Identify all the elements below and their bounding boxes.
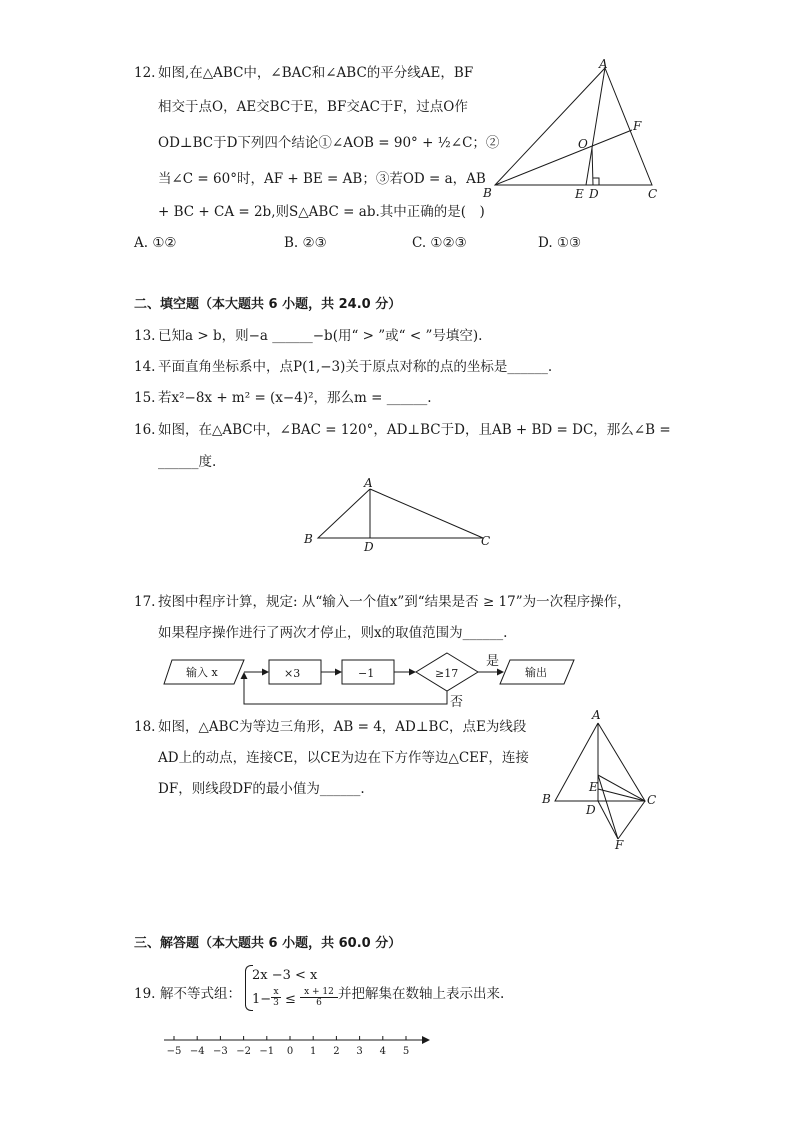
q16-triangle-figure — [300, 475, 500, 555]
number-line — [160, 1030, 435, 1060]
q18-text-3: DF，则线段DF的最小值为______. — [158, 781, 365, 797]
q18-label-d: D — [586, 803, 596, 817]
q12-option-a[interactable]: A. ①② — [134, 235, 177, 251]
q18-label-b: B — [542, 792, 551, 806]
q12-label-c: C — [648, 187, 658, 201]
number-line-tick-label: 3 — [356, 1046, 363, 1057]
number-line-tick-label: 5 — [402, 1046, 410, 1057]
number-line-tick-label: 2 — [333, 1046, 340, 1057]
q16-label-b: B — [304, 532, 313, 546]
q12-label-e: E — [575, 187, 584, 201]
flow-condition-label: ≥17 — [435, 667, 459, 680]
q18-label-e: E — [589, 780, 598, 794]
q19-number: 19. — [134, 986, 156, 1002]
frac2-den: 6 — [316, 998, 322, 1008]
flow-multiply-label: ×3 — [284, 667, 301, 680]
q14 — [134, 358, 552, 376]
q16-text-2: ______度. — [158, 454, 217, 470]
q13 — [134, 327, 482, 345]
q19-ineq-1: 2x −3 < x — [252, 968, 318, 983]
q17-flowchart — [160, 648, 590, 714]
q15-text: 若x²−8x + m² = (x−4)²，那么m = ______. — [158, 390, 432, 406]
number-line-tick-label: 1 — [310, 1046, 317, 1057]
q17-line-1 — [134, 593, 631, 611]
q12-label-d: D — [589, 187, 599, 201]
section3-title: 三、解答题（本大题共 6 小题，共 60.0 分） — [134, 936, 402, 951]
q16-label-a: A — [364, 476, 373, 490]
q16-label-d: D — [364, 540, 374, 554]
q18-label-f: F — [615, 838, 624, 852]
q13-number: 13. — [134, 328, 156, 344]
q18-label-c: C — [647, 793, 657, 807]
q17-number: 17. — [134, 594, 156, 610]
q12-number: 12. — [134, 65, 156, 81]
q12-option-c[interactable]: C. ①②③ — [412, 235, 467, 251]
q12-text-2: 相交于点O，AE交BC于E，BF交AC于F，过点O作 — [158, 99, 468, 115]
flow-no-label: 否 — [450, 695, 464, 710]
q12-label-o: O — [578, 137, 588, 151]
q12-line-1 — [134, 64, 473, 82]
number-line-tick-label: −1 — [259, 1046, 275, 1057]
number-line-tick-label: −2 — [236, 1046, 251, 1057]
frac1-den: 3 — [273, 998, 279, 1008]
q16-text-1: 如图，在△ABC中，∠BAC = 120°，AD⊥BC于D，且AB + BD = DC，那么∠B = — [158, 422, 671, 438]
number-line-tick-label: −3 — [213, 1046, 228, 1057]
q12-text-1: 如图,在△ABC中，∠BAC和∠ABC的平分线AE，BF — [158, 65, 474, 81]
q12-text-3: OD⊥BC于D下列四个结论①∠AOB = 90° + ½∠C；② — [158, 135, 500, 151]
q12-option-b[interactable]: B. ②③ — [284, 235, 327, 251]
q16-line-1 — [134, 421, 671, 439]
q19-suffix: 并把解集在数轴上表示出来. — [338, 986, 505, 1002]
number-line-tick-label: 4 — [379, 1046, 386, 1057]
ineq2-mid: ≤ — [285, 992, 296, 1007]
q12-text-4: 当∠C = 60°时，AF + BE = AB；③若OD = a，AB — [158, 171, 486, 187]
q18-triangle-figure — [535, 703, 670, 853]
flow-input-label: 输入 x — [186, 666, 218, 679]
section2-title: 二、填空题（本大题共 6 小题，共 24.0 分） — [134, 297, 402, 312]
ineq2-left: 1− — [252, 992, 272, 1007]
flow-output-label: 输出 — [525, 666, 547, 679]
q13-text: 已知a > b，则−a ______−b(用“ > ”或“ < ”号填空). — [158, 328, 483, 344]
q12-label-f: F — [633, 119, 642, 133]
q12-text-5: + BC + CA = 2b,则S△ABC = ab.其中正确的是( ) — [158, 204, 485, 220]
q14-text: 平面直角坐标系中，点P(1,−3)关于原点对称的点的坐标是______. — [158, 359, 553, 375]
frac1-num: x — [271, 987, 281, 998]
frac2-num: x + 12 — [300, 987, 338, 998]
q18-text-1: 如图，△ABC为等边三角形，AB = 4，AD⊥BC，点E为线段 — [158, 719, 527, 735]
q16-label-c: C — [481, 534, 491, 548]
number-line-tick-label: 0 — [286, 1046, 294, 1057]
q12-option-d[interactable]: D. ①③ — [538, 235, 582, 251]
q19-prefix: 解不等式组： — [160, 986, 241, 1002]
flow-yes-label: 是 — [486, 654, 500, 669]
number-line-tick-label: −4 — [189, 1046, 205, 1057]
q12-label-a: A — [599, 57, 608, 71]
q18-line-1 — [134, 718, 526, 736]
number-line-tick-label: −5 — [166, 1046, 182, 1057]
q12-triangle-figure — [478, 55, 668, 205]
q17-text-2: 如果程序操作进行了两次才停止，则x的取值范围为______. — [158, 625, 508, 641]
q16-number: 16. — [134, 422, 156, 438]
q15 — [134, 389, 432, 407]
q17-text-1: 按图中程序计算，规定: 从“输入一个值x”到“结果是否 ≥ 17”为一次程序操作， — [158, 594, 631, 610]
q12-label-b: B — [483, 186, 492, 200]
flow-subtract-label: −1 — [358, 667, 375, 680]
q14-number: 14. — [134, 359, 156, 375]
q18-text-2: AD上的动点，连接CE，以CE为边在下方作等边△CEF，连接 — [158, 750, 529, 766]
q18-label-a: A — [592, 708, 601, 722]
q15-number: 15. — [134, 390, 156, 406]
q18-number: 18. — [134, 719, 156, 735]
